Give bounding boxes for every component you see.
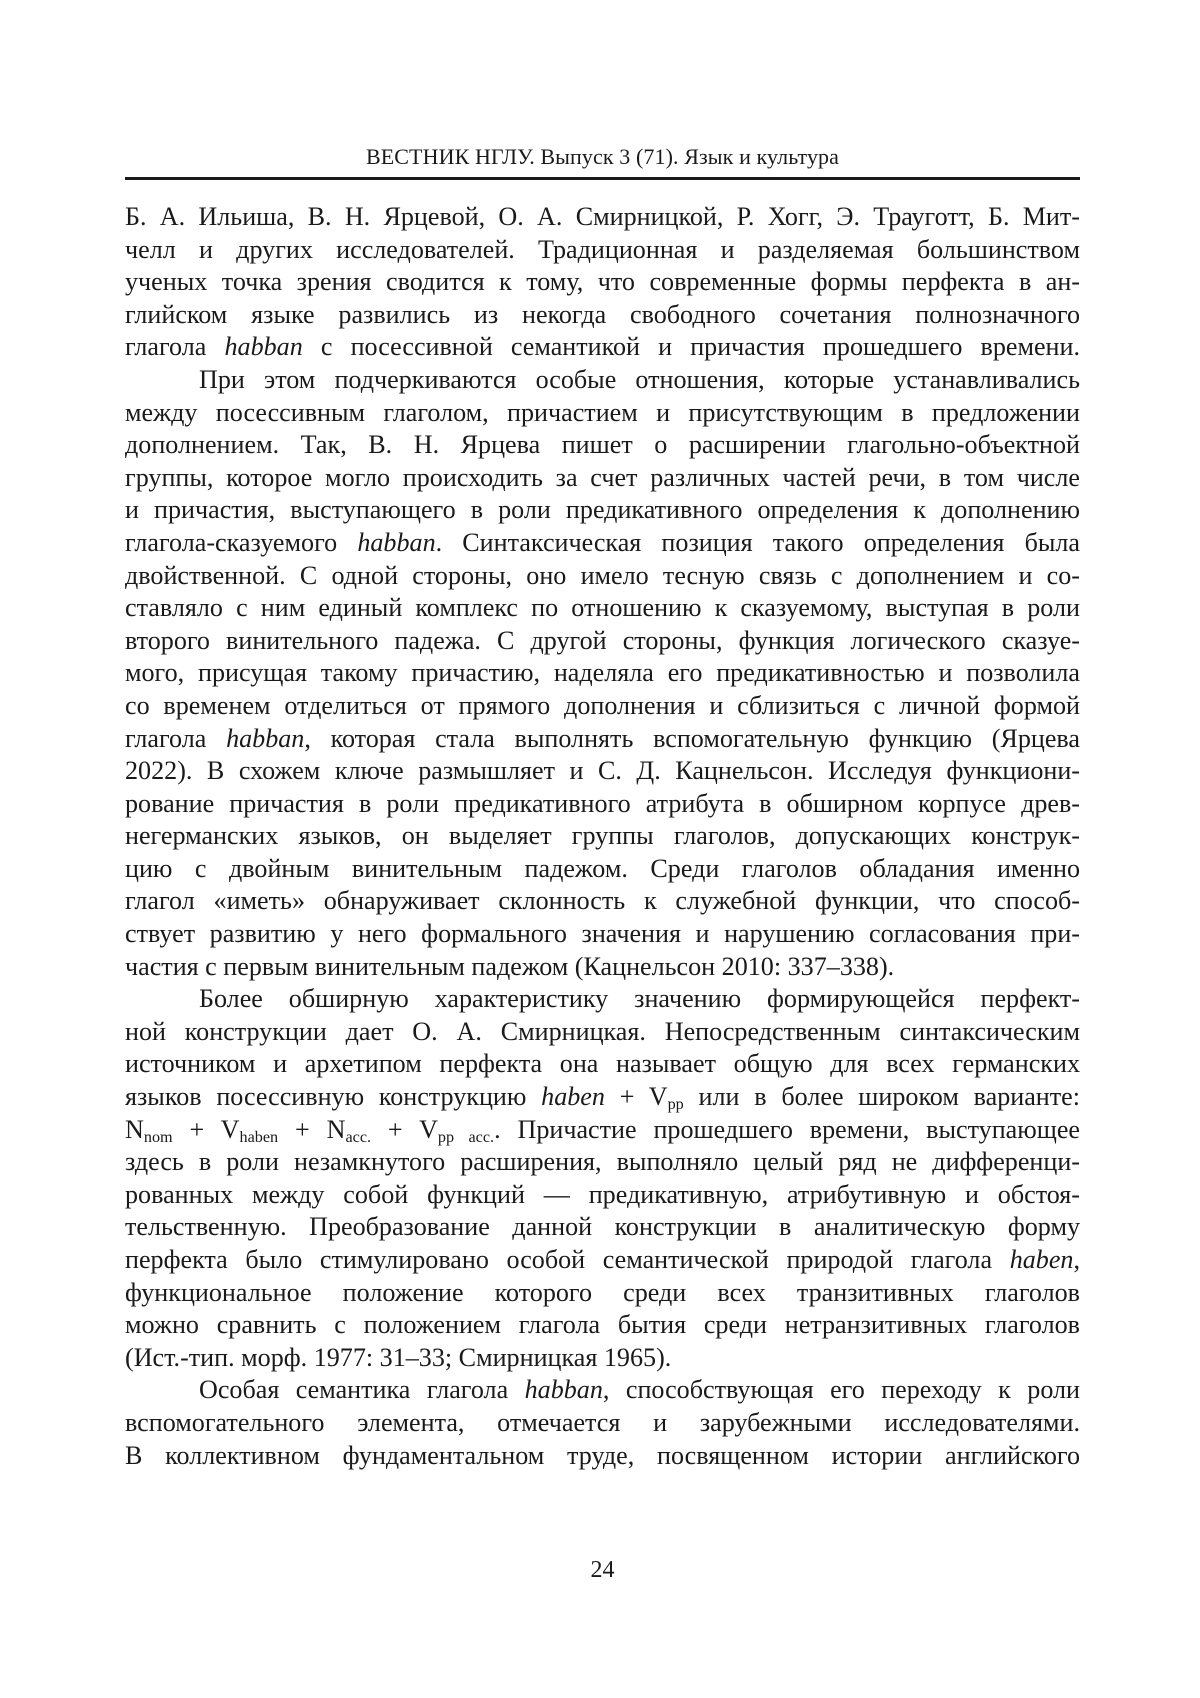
paragraph xyxy=(125,364,1080,983)
subscript: pp acc. xyxy=(438,1129,494,1146)
text-line: двойственной. С одной стороны, оно имело тесную связь с дополнением и со- xyxy=(125,560,1080,593)
paragraph xyxy=(125,1374,1080,1472)
text-line: со временем отделиться от прямого дополнения и сблизиться с личной формой xyxy=(125,690,1080,723)
text-line: цию с двойным винительным падежом. Среди глаголов обладания именно xyxy=(125,853,1080,886)
text-line: Б. А. Ильиша, В. Н. Ярцевой, О. А. Смирницкой, Р. Хогг, Э. Трауготт, Б. Мит- xyxy=(125,201,1080,234)
text-line: рование причастия в роли предикативного атрибута в обширном корпусе древ- xyxy=(125,788,1080,821)
text-line: источником и архетипом перфекта она называет общую для всех германских xyxy=(125,1048,1080,1081)
text-line: между посессивным глаголом, причастием и присутствующим в предложении xyxy=(125,397,1080,430)
page-number: 24 xyxy=(125,1555,1080,1585)
text-line: рованных между собой функций — предикативную, атрибутивную и обстоя- xyxy=(125,1179,1080,1212)
text-line: глагола habban, которая стала выполнять вспомогательную функцию (Ярцева xyxy=(125,723,1080,756)
italic-term: haben xyxy=(1010,1245,1074,1274)
subscript: acc. xyxy=(345,1129,371,1146)
running-header: ВЕСТНИК НГЛУ. Выпуск 3 (71). Язык и культура xyxy=(125,143,1080,171)
text-line: дополнением. Так, В. Н. Ярцева пишет о расширении глагольно-объектной xyxy=(125,429,1080,462)
text-line: частия с первым винительным падежом (Кацнельсон 2010: 337–338). xyxy=(125,951,1080,984)
subscript: pp xyxy=(668,1096,684,1113)
text-line: негерманских языков, он выделяет группы глаголов, допускающих конструк- xyxy=(125,820,1080,853)
italic-term: habban xyxy=(224,332,302,361)
text-line: Особая семантика глагола habban, способствующая его переходу к роли xyxy=(125,1374,1080,1407)
text-line: ной конструкции дает О. А. Смирницкая. Непосредственным синтаксическим xyxy=(125,1016,1080,1049)
text-line: Nnom + Vhaben + Nacc. + Vpp acc.. Причастие прошедшего времени, выступающее xyxy=(125,1114,1080,1147)
text-line: языков посессивную конструкцию haben + Vpp или в более широком варианте: xyxy=(125,1081,1080,1114)
subscript: nom xyxy=(144,1129,173,1146)
text-line: мого, присущая такому причастию, наделяла его предикативностью и позволила xyxy=(125,657,1080,690)
text-line: При этом подчеркиваются особые отношения, которые устанавливались xyxy=(125,364,1080,397)
subscript: haben xyxy=(240,1129,279,1146)
paragraph xyxy=(125,983,1080,1374)
text-line: тельственную. Преобразование данной конструкции в аналитическую форму xyxy=(125,1211,1080,1244)
text-line: глагола-сказуемого habban. Синтаксическая позиция такого определения была xyxy=(125,527,1080,560)
text-line: Более обширную характеристику значению формирующейся перфект- xyxy=(125,983,1080,1016)
text-line: второго винительного падежа. С другой стороны, функция логического сказуе- xyxy=(125,625,1080,658)
text-line: челл и других исследователей. Традиционная и разделяемая большинством xyxy=(125,234,1080,267)
text-line: 2022). В схожем ключе размышляет и С. Д. Кацнельсон. Исследуя функциони- xyxy=(125,755,1080,788)
article-body xyxy=(125,201,1080,1472)
text-line: глагол «иметь» обнаруживает склонность к служебной функции, что способ- xyxy=(125,885,1080,918)
text-line: здесь в роли незамкнутого расширения, выполняло целый ряд не дифференци- xyxy=(125,1146,1080,1179)
paragraph xyxy=(125,201,1080,364)
text-line: В коллективном фундаментальном труде, посвященном истории английского xyxy=(125,1440,1080,1473)
text-line: глагола habban с посессивной семантикой и причастия прошедшего времени. xyxy=(125,331,1080,364)
italic-term: habban xyxy=(357,528,435,557)
italic-term: habban xyxy=(226,724,304,753)
text-line: группы, которое могло происходить за счет различных частей речи, в том числе xyxy=(125,462,1080,495)
text-line: и причастия, выступающего в роли предикативного определения к дополнению xyxy=(125,494,1080,527)
text-line: функциональное положение которого среди всех транзитивных глаголов xyxy=(125,1277,1080,1310)
text-line: ученых точка зрения сводится к тому, что современные формы перфекта в ан- xyxy=(125,266,1080,299)
text-line: можно сравнить с положением глагола бытия среди нетранзитивных глаголов xyxy=(125,1309,1080,1342)
text-line: (Ист.-тип. морф. 1977: 31–33; Смирницкая 1965). xyxy=(125,1342,1080,1375)
italic-term: haben xyxy=(541,1082,605,1111)
text-line: вспомогательного элемента, отмечается и зарубежными исследователями. xyxy=(125,1407,1080,1440)
header-divider xyxy=(125,177,1080,180)
text-line: ставляло с ним единый комплекс по отношению к сказуемому, выступая в роли xyxy=(125,592,1080,625)
italic-term: habban xyxy=(525,1375,603,1404)
text-line: ствует развитию у него формального значения и нарушению согласования при- xyxy=(125,918,1080,951)
text-line: глийском языке развились из некогда свободного сочетания полнозначного xyxy=(125,299,1080,332)
text-line: перфекта было стимулировано особой семантической природой глагола haben, xyxy=(125,1244,1080,1277)
